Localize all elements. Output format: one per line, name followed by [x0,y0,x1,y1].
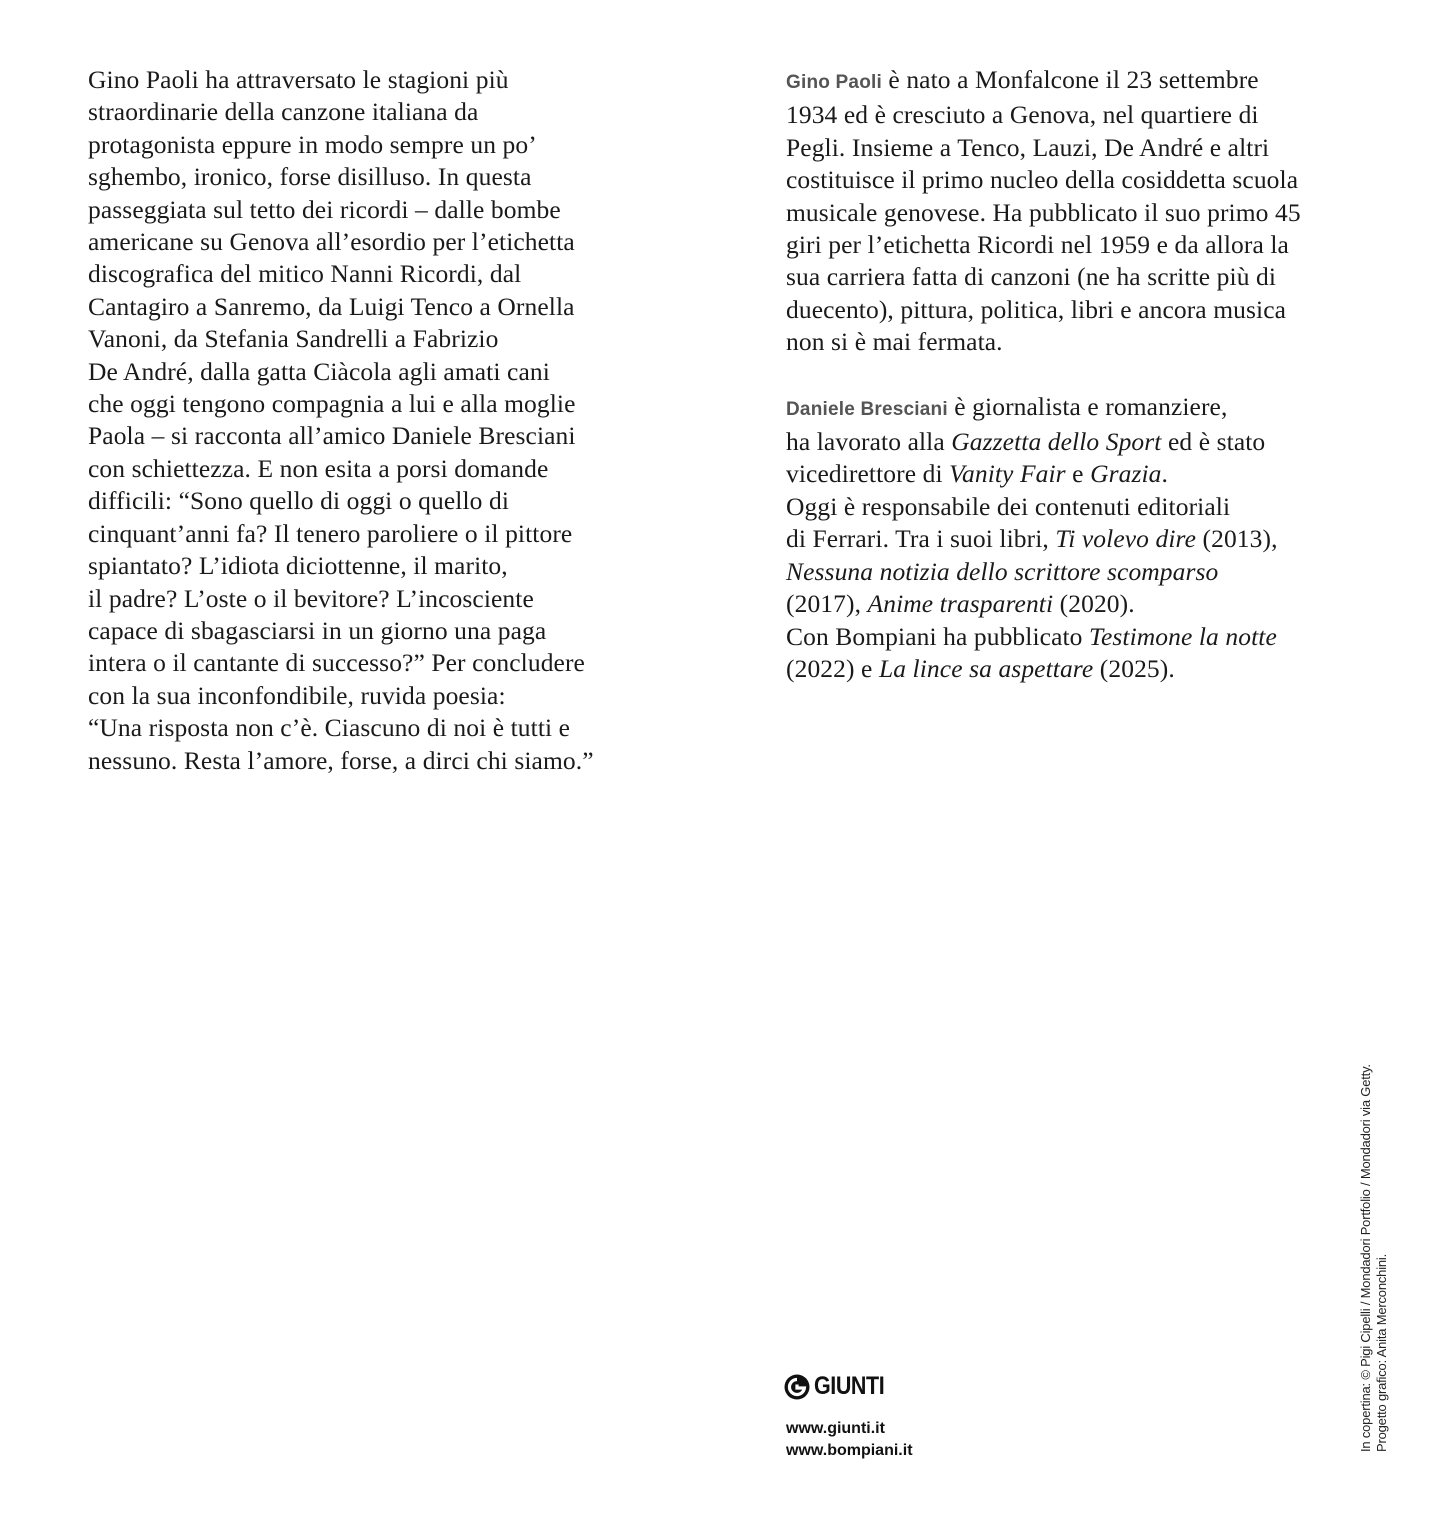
bio-text: ed è stato [1161,427,1266,457]
blurb-line: Paola – si racconta all’amico Daniele Bresciani [88,421,576,451]
blurb-line: che oggi tengono compagnia a lui e alla moglie [88,389,576,419]
blurb-text [88,64,658,777]
bio-line: Oggi è responsabile dei contenuti editoriali [786,491,1231,521]
book-title: Testimone la notte [1089,621,1277,651]
blurb-line: capace di sbagasciarsi in un giorno una paga [88,615,547,645]
book-title: La lince sa aspettare [878,653,1094,683]
author-bio-daniele-bresciani [786,391,1356,686]
author-bio-gino-paoli [786,64,1356,359]
giunti-g-icon [784,1374,810,1400]
blurb-line: con schiettezza. E non esita a porsi domande [88,453,549,483]
blurb-line: spiantato? L’idiota diciottenne, il marito, [88,551,508,581]
bio-text: Con Bompiani ha pubblicato [786,621,1089,651]
blurb-line: sghembo, ironico, forse disilluso. In questa [88,162,532,192]
bio-line: 1934 ed è cresciuto a Genova, nel quartiere di [786,100,1259,130]
blurb-line: De André, dalla gatta Ciàcola agli amati cani [88,356,550,386]
book-title: Nessuna notizia dello scrittore scomparso [786,556,1219,586]
bompiani-link[interactable]: www.bompiani.it [786,1442,913,1459]
blurb-line: Gino Paoli ha attraversato le stagioni più [88,65,509,94]
bio-text: è giornalista e romanziere, [947,391,1228,421]
blurb-line: il padre? L’oste o il bevitore? L’incosciente [88,583,534,613]
bio-line: non si è mai fermata. [786,327,1003,357]
logo-text: GIUNTI [814,1372,885,1400]
blurb-line: discografica del mitico Nanni Ricordi, dal [88,259,522,289]
book-title: Anime trasparenti [867,589,1054,619]
bio-line: costituisce il primo nucleo della cosiddetta scuola [786,165,1299,195]
bio-text: (2025). [1093,653,1175,683]
blurb-line: intera o il cantante di successo?” Per concludere [88,648,585,678]
publication-title: Gazzetta dello Sport [951,427,1162,457]
blurb-line: con la sua inconfondibile, ruvida poesia: [88,680,506,710]
author-name: Daniele Bresciani [786,398,948,420]
author-name: Gino Paoli [786,72,882,93]
blurb-line: difficili: “Sono quello di oggi o quello di [88,486,510,516]
cover-credit: In copertina: © Pigi Cipelli / Mondadori Portfolio / Mondadori via Getty. [1358,1064,1373,1452]
publisher-urls [786,1418,913,1462]
design-credit: Progetto grafico: Anita Merconchini. [1374,1253,1389,1452]
blurb-line: “Una risposta non c’è. Ciascuno di noi è tutti e [88,713,571,743]
bio-line: sua carriera fatta di canzoni (ne ha scritte più di [786,262,1277,292]
bio-line: Pegli. Insieme a Tenco, Lauzi, De André e altri [786,132,1270,162]
bio-text: vicedirettore di [786,459,950,489]
publication-title: Vanity Fair [949,459,1066,489]
blurb-line: passeggiata sul tetto dei ricordi – dalle bombe [88,194,561,224]
bio-text: (2022) e [786,653,879,683]
bio-line: giri per l’etichetta Ricordi nel 1959 e da allora la [786,230,1289,260]
bio-text: . [1161,459,1169,489]
blurb-line: nessuno. Resta l’amore, forse, a dirci chi siamo.” [88,745,594,775]
bio-text: ha lavorato alla [786,427,952,457]
author-bios [786,64,1356,685]
bio-text: di Ferrari. Tra i suoi libri, [786,524,1056,554]
blurb-line: straordinarie della canzone italiana da [88,97,479,127]
blurb-line: protagonista eppure in modo sempre un po’ [88,129,537,159]
bio-text: (2017), [786,589,868,619]
image-credits [1358,1064,1390,1452]
giunti-link[interactable]: www.giunti.it [786,1420,885,1437]
bio-text: è nato a Monfalcone il 23 settembre [881,65,1259,94]
blurb-line: Vanoni, da Stefania Sandrelli a Fabrizio [88,324,499,354]
bio-text: e [1065,459,1091,489]
publication-title: Grazia [1090,459,1162,489]
book-title: Ti volevo dire [1055,524,1197,554]
bio-line: duecento), pittura, politica, libri e ancora musica [786,294,1287,324]
blurb-line: Cantagiro a Sanremo, da Luigi Tenco a Ornella [88,291,575,321]
bio-text: (2013), [1196,524,1278,554]
giunti-logo [784,1372,896,1401]
blurb-line: cinquant’anni fa? Il tenero paroliere o il pittore [88,518,573,548]
bio-line: musicale genovese. Ha pubblicato il suo primo 45 [786,197,1301,227]
bio-text: (2020). [1053,589,1135,619]
blurb-line: americane su Genova all’esordio per l’etichetta [88,227,575,257]
